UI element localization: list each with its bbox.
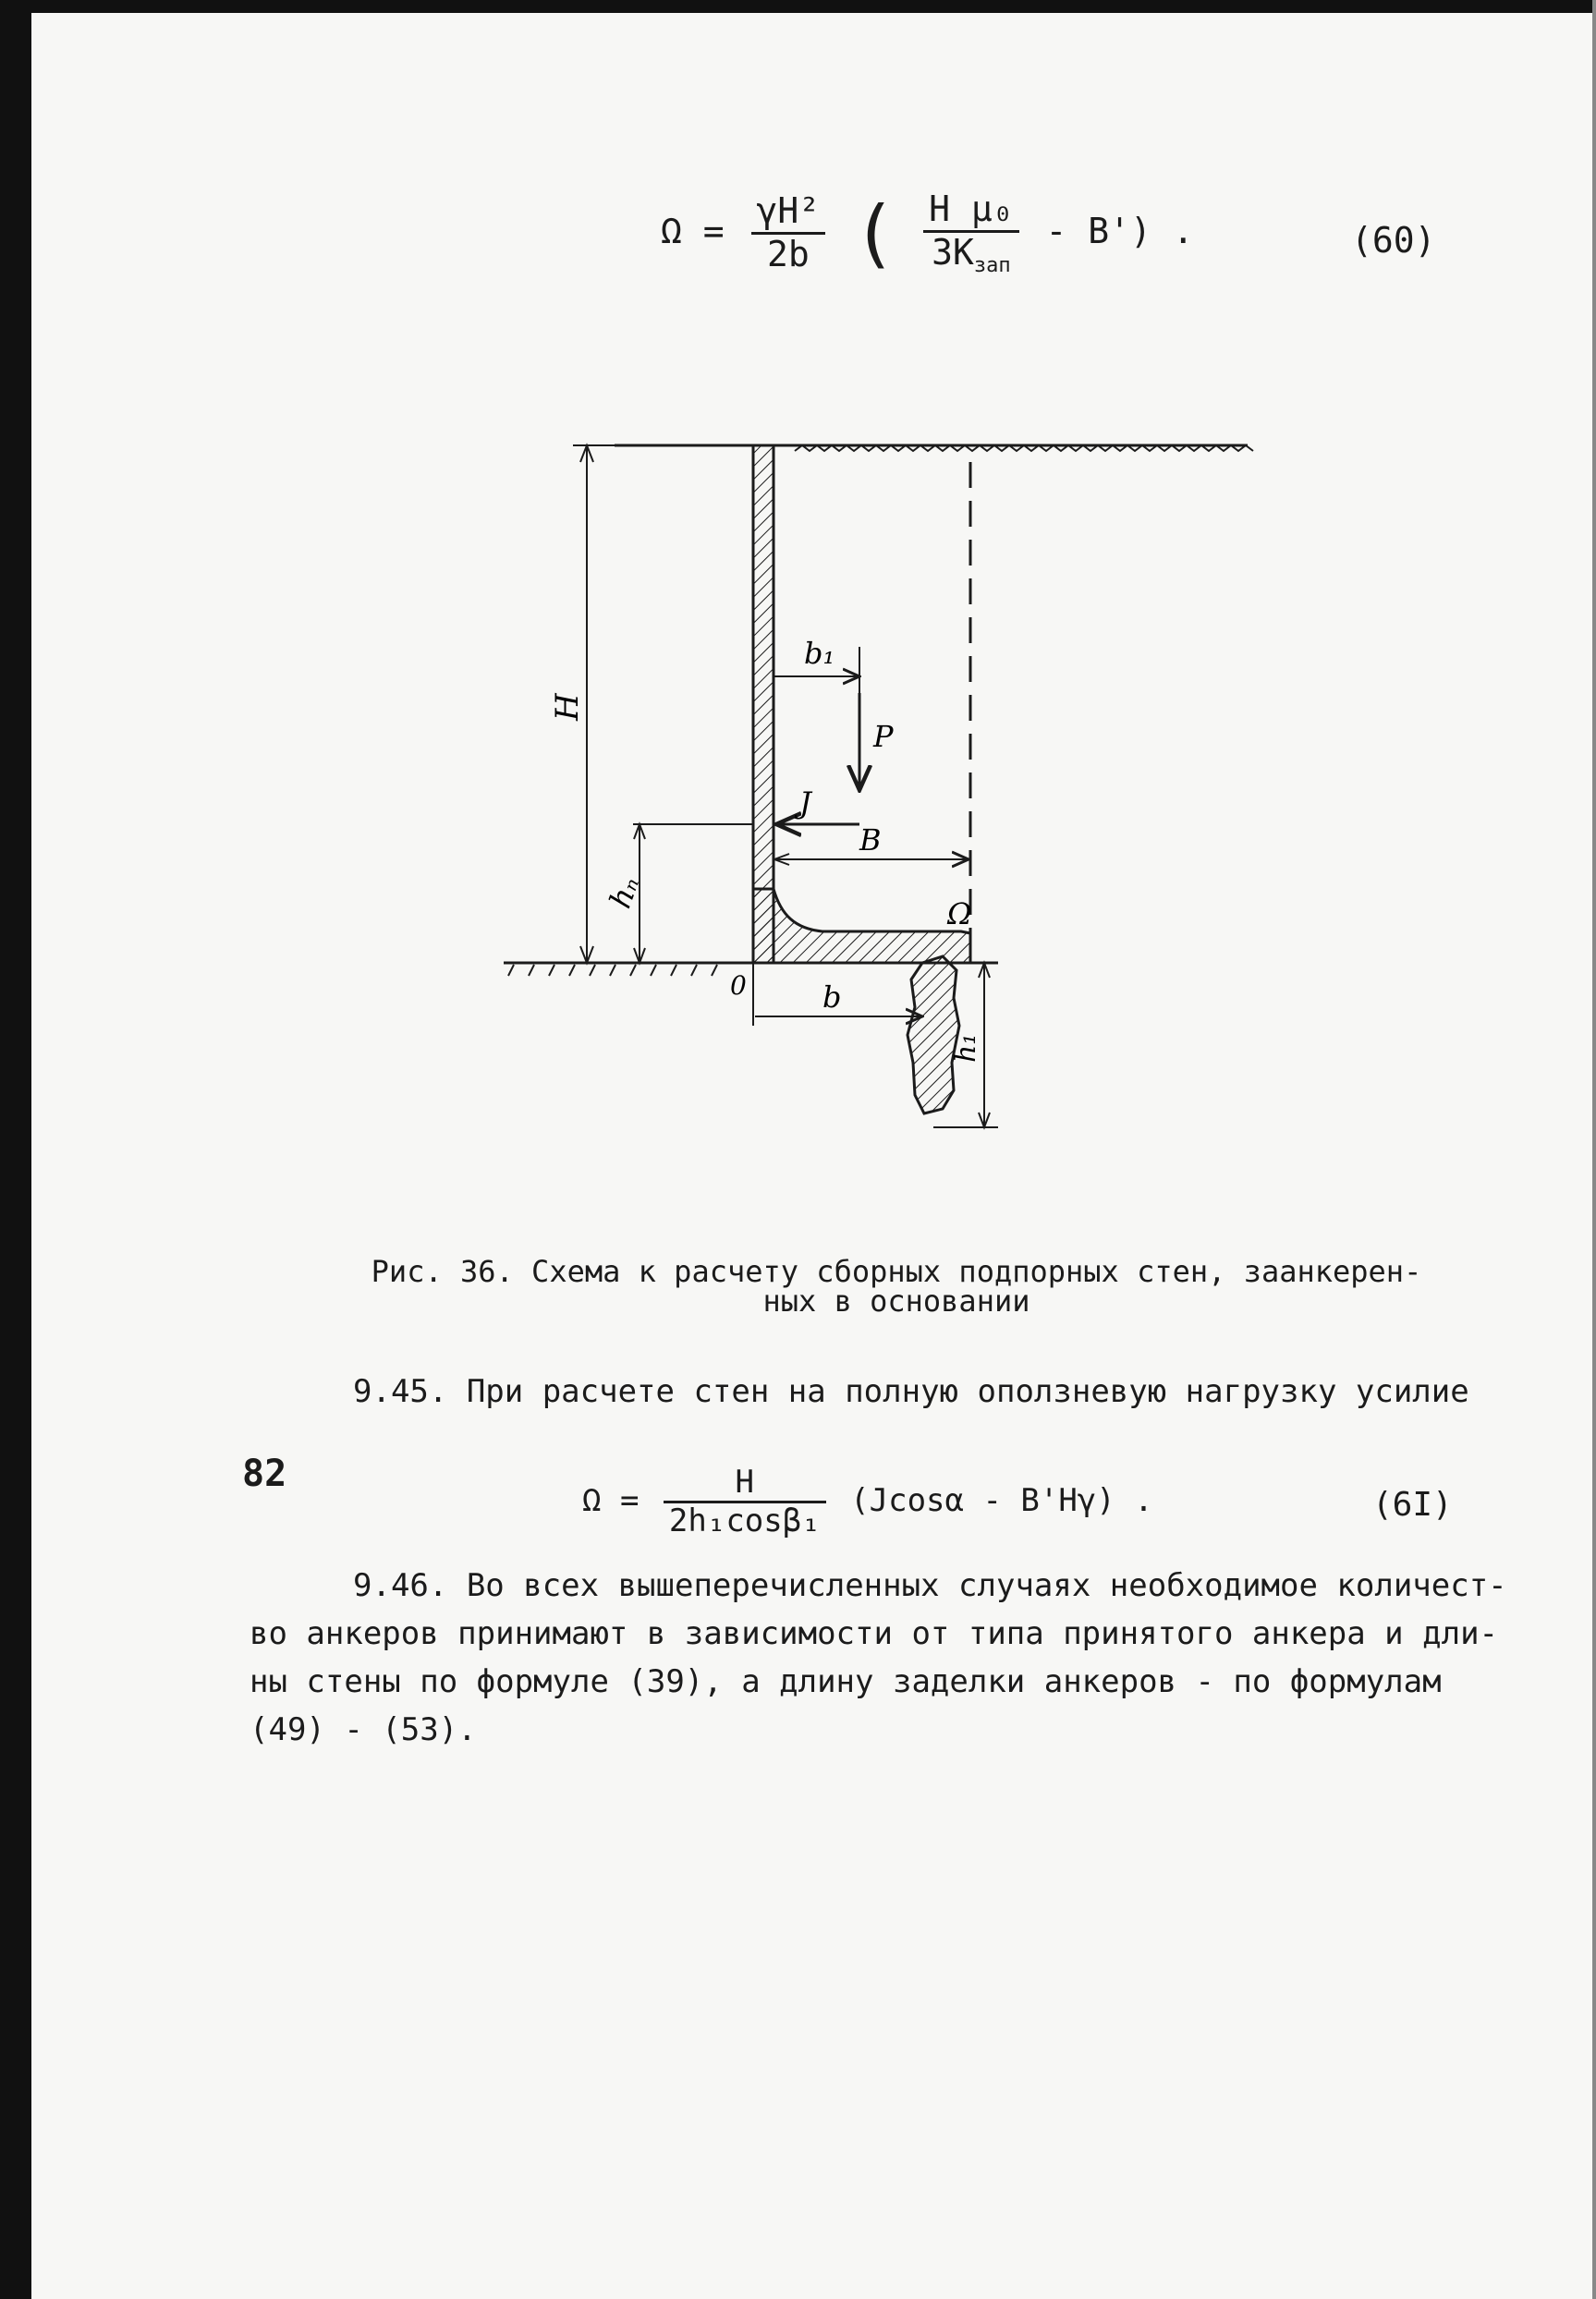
scan-border-right [1592,0,1596,2299]
label-J: J [799,785,811,821]
formula-61 [582,1465,1153,1539]
paragraph-9-45: 9.45. При расчете стен на полную оползневую нагрузку усилие [353,1373,1469,1410]
formula-60-number: (60) [1351,220,1436,261]
label-P: P [873,719,894,754]
formula-60-frac1-numerator: γH² [751,191,826,235]
page-number: 82 [242,1453,287,1495]
paragraph-9-46-line-3: ны стены по формуле (39), а длину заделки анкеров - по формулам [250,1663,1442,1700]
formula-60-tail: - B') [1045,211,1151,251]
formula-61-lhs: Ω = [582,1482,640,1520]
formula-61-number: (6I) [1372,1486,1453,1524]
formula-61-fraction [664,1465,826,1539]
label-omega: Ω [947,896,972,931]
wall-base-slab [753,889,970,963]
figure-caption [351,1254,1442,1319]
label-zero: 0 [730,970,747,1001]
label-h1: h₁ [950,1033,982,1063]
label-b1: b₁ [804,636,835,671]
label-hn: hₙ [602,871,647,913]
formula-60-lhs: Ω = [661,211,725,251]
formula-60-fraction-2 [923,189,1019,277]
formula-60-frac1-denominator: 2b [766,234,810,274]
formula-60-fraction-1 [751,191,826,274]
formula-60 [661,189,1194,277]
figure-caption-line-2: ных в основании [762,1283,1030,1319]
formula-61-rest: (Jcosα - B'Hγ) . [850,1482,1153,1520]
figure-caption-line-1: Рис. 36. Схема к расчету сборных подпорных стен, заанкерен- [371,1254,1422,1289]
retaining-wall-diagram [481,425,1266,1183]
label-H: H [549,693,586,721]
paragraph-9-46-line-1: 9.46. Во всех вышеперечисленных случаях необходимое количест- [353,1567,1507,1604]
scan-border-top [0,0,1596,13]
scan-border-left [0,0,31,2299]
wall-stem [753,445,774,963]
formula-60-frac2-den-main: 3K [932,231,974,273]
label-B: B [859,822,882,858]
paragraph-9-46-line-2: во анкеров принимают в зависимости от типа принятого анкера и дли- [250,1615,1499,1652]
dimension-hn [633,824,753,963]
formula-60-frac2-den-sub: зап [973,253,1011,277]
formula-60-frac2-numerator: H μ₀ [923,189,1019,233]
formula-60-dot: . [1172,211,1194,251]
formula-60-paren: ( [852,190,897,276]
label-b: b [822,979,842,1015]
formula-60-frac2-denominator [923,233,1019,277]
formula-61-numerator: H [664,1465,826,1503]
paragraph-9-46-line-4: (49) - (53). [250,1711,477,1748]
top-ground-surface [615,445,1253,451]
formula-61-denominator: 2h₁cosβ₁ [668,1502,821,1540]
